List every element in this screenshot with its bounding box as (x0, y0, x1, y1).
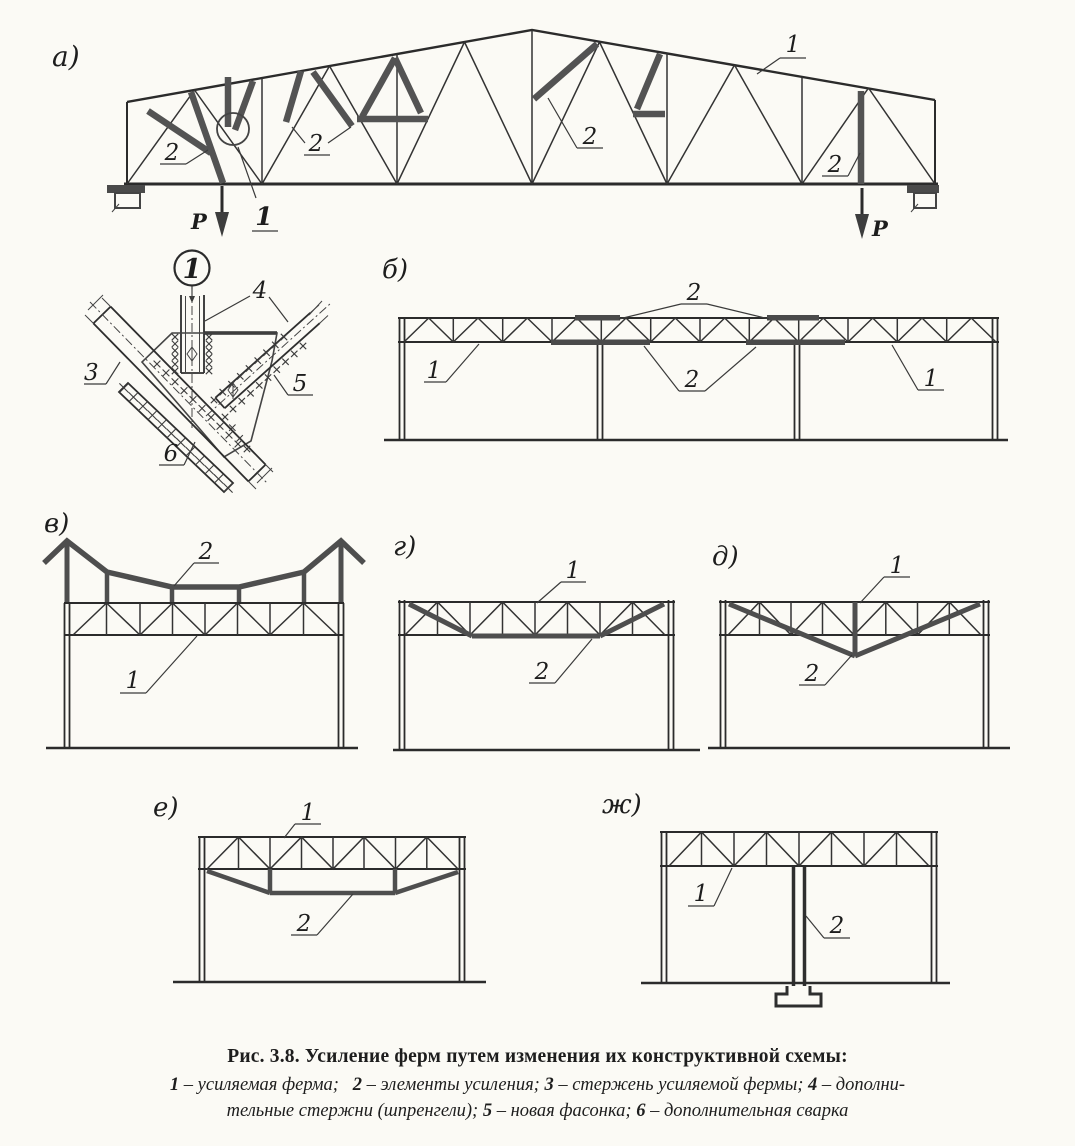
callout-2: 2 (804, 661, 820, 687)
callout-1: 1 (785, 32, 801, 58)
legend-item: 6 – дополнительная сварка (636, 1101, 849, 1121)
figure-caption (0, 1046, 1075, 1124)
frame-b-diagram (382, 255, 1008, 440)
legend-item: 5 – новая фасонка; (482, 1101, 637, 1121)
panel-label-b: б) (382, 255, 409, 285)
column-footing (776, 986, 821, 1006)
frame-g-diagram (393, 532, 700, 750)
truss-rod (85, 295, 273, 489)
frame-v-diagram (44, 509, 364, 748)
callout-1: 1 (693, 881, 709, 907)
callout-3: 3 (84, 360, 99, 386)
figure-legend-line-2 (0, 1098, 1075, 1124)
callout-6: 6 (163, 441, 179, 467)
sprengel-rod (206, 301, 331, 416)
load-arrow-left (215, 186, 229, 237)
reinforcement-members-a (148, 44, 861, 184)
callout-1: 1 (565, 558, 581, 584)
callout-1: 1 (923, 366, 939, 392)
legend-item: 1 – усиляемая ферма; (169, 1075, 353, 1095)
callout-5: 5 (292, 371, 308, 397)
callout-1: 1 (889, 553, 905, 579)
callout-2: 2 (534, 659, 550, 685)
legend-item: тельные стержни (шпренгели); (226, 1101, 483, 1121)
figure-legend-line-1 (0, 1072, 1075, 1098)
force-label-left: P (191, 209, 207, 234)
panel-label-a: а) (52, 40, 80, 73)
panel-label-zh: ж) (602, 790, 642, 820)
panel-label-e: е) (153, 793, 179, 823)
callout-2: 2 (198, 539, 214, 565)
frame-d-diagram (708, 542, 1010, 748)
callout-4: 4 (252, 278, 268, 304)
callout-2: 2 (296, 911, 312, 937)
legend-item: 3 – стержень усиляемой фермы; (544, 1075, 809, 1095)
callout-2: 2 (684, 367, 700, 393)
panel-label-v: в) (44, 509, 70, 539)
legend-item: 4 – дополни- (808, 1075, 906, 1095)
detail-circle-label: 1 (182, 254, 202, 285)
panel-label-d: д) (712, 542, 739, 572)
frame-zh-diagram (602, 790, 950, 1006)
detail-ref-label: 1 (255, 202, 273, 231)
legend-item: 2 – элементы усиления; (352, 1075, 545, 1095)
sprengel-tie (207, 869, 458, 893)
callout-1: 1 (300, 800, 316, 826)
callout-2: 2 (308, 131, 324, 157)
callout-2: 2 (686, 280, 702, 306)
callout-2: 2 (827, 152, 843, 178)
figure-caption-title: Рис. 3.8. Усиление ферм путем изменения их конструктивной схемы: (227, 1046, 848, 1067)
load-arrow-right (855, 188, 869, 239)
panel-label-g: г) (393, 532, 417, 562)
frame-e-diagram (153, 793, 486, 982)
callout-2: 2 (164, 140, 180, 166)
truss-a-diagram (52, 30, 939, 241)
callout-1: 1 (426, 358, 442, 384)
callout-1: 1 (125, 668, 141, 694)
joint-detail-diagram (84, 251, 331, 493)
force-label-right: P (872, 216, 888, 241)
callout-2: 2 (582, 124, 598, 150)
support-right (907, 185, 939, 212)
callout-2: 2 (829, 913, 845, 939)
new-column (776, 867, 821, 1006)
support-left (107, 185, 145, 212)
